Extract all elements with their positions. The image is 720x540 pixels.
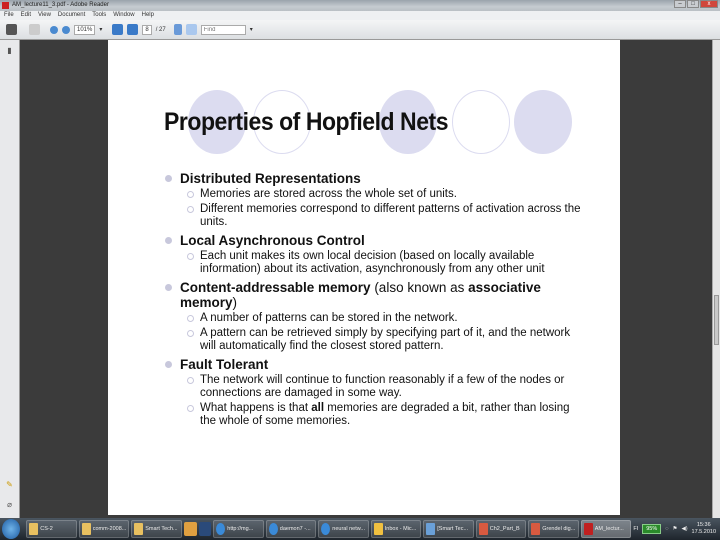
toolbar: [0, 20, 720, 40]
folder-icon: [134, 523, 143, 535]
scrollbar-thumb[interactable]: [714, 295, 719, 345]
taskbar-item[interactable]: [79, 520, 130, 538]
taskbar-item[interactable]: [213, 520, 264, 538]
sub-bullet: [165, 327, 585, 353]
taskbar-item[interactable]: [581, 520, 632, 538]
sub-bullet: [165, 312, 585, 325]
find-dropdown-icon[interactable]: ▾: [249, 27, 253, 33]
flag-icon[interactable]: ⚑: [672, 526, 678, 532]
bullet-heading: [165, 233, 585, 248]
menu-document[interactable]: Document: [57, 12, 86, 18]
bullet-icon: [165, 237, 172, 244]
maximize-button[interactable]: □: [687, 0, 699, 8]
time: 15:36: [696, 522, 711, 528]
heading-text: Local Asynchronous Control: [180, 233, 365, 248]
sub-bullet-icon: [187, 191, 194, 198]
menu-bar: [0, 11, 720, 20]
language-indicator[interactable]: FI: [633, 526, 639, 532]
minimize-button[interactable]: –: [674, 0, 686, 8]
powerpoint-icon: [531, 523, 540, 535]
heading-text: Distributed Representations: [180, 171, 361, 186]
print-icon[interactable]: [6, 24, 17, 35]
task-label: Smart Tech...: [145, 526, 178, 532]
sub-text: The network will continue to function reasonably if a few of the nodes or connections are damaged in some way.: [200, 374, 565, 399]
zoom-dropdown-icon[interactable]: ▾: [99, 27, 103, 33]
task-label: http://mg...: [227, 526, 254, 532]
fit-page-icon[interactable]: [174, 24, 182, 35]
app-icon: [426, 523, 435, 535]
powerpoint-icon: [479, 523, 488, 535]
task-label: CS-2: [40, 526, 53, 532]
bullet-heading: [165, 357, 585, 372]
folder-icon: [82, 523, 91, 535]
volume-icon[interactable]: ◀): [681, 526, 688, 532]
outlook-icon: [374, 523, 383, 535]
pdf-icon: [584, 523, 593, 535]
task-label: Grendel dig...: [542, 526, 576, 532]
folder-icon: [29, 523, 38, 535]
find-input[interactable]: [201, 25, 246, 35]
slide-content: [165, 169, 585, 428]
taskbar-item[interactable]: [131, 520, 182, 538]
heading-text: (also known as: [370, 280, 469, 295]
sub-bullet-icon: [187, 377, 194, 384]
decorative-circle: [514, 90, 572, 154]
clock[interactable]: [692, 522, 716, 536]
title-bar: [0, 0, 720, 11]
sub-text-bold: all: [311, 402, 325, 414]
previous-page-icon[interactable]: [112, 24, 123, 35]
attachments-icon[interactable]: ⌀: [7, 500, 12, 509]
date: 17.5.2010: [691, 529, 716, 535]
sub-bullet: [165, 203, 585, 229]
sub-text: Each unit makes its own local decision (based on locally available information) about its activation, asynchronously from any other unit: [200, 250, 545, 275]
menu-tools[interactable]: Tools: [92, 12, 107, 18]
battery-indicator[interactable]: 95%: [642, 524, 661, 534]
zoom-field[interactable]: 101%: [74, 25, 95, 35]
slide-title: Properties of Hopfield Nets: [164, 108, 449, 136]
task-label: Ch2_Part_B: [489, 526, 520, 532]
network-icon[interactable]: ◌: [665, 526, 669, 532]
sub-bullet: [165, 402, 585, 428]
window-title: AM_lecture11_3.pdf - Adobe Reader: [12, 2, 109, 8]
email-icon[interactable]: [29, 24, 40, 35]
taskbar-item[interactable]: [318, 520, 369, 538]
sub-text: A pattern can be retrieved simply by specifying part of it, and the network will automatically find the closest stored pattern.: [200, 327, 571, 352]
sub-bullet-icon: [187, 315, 194, 322]
heading-text: Content-addressable memory: [180, 280, 371, 295]
heading-text: ): [232, 295, 238, 310]
fit-width-icon[interactable]: [186, 24, 197, 35]
ie-icon: [269, 523, 278, 535]
menu-file[interactable]: File: [4, 12, 14, 18]
app-icon[interactable]: [199, 522, 212, 536]
vertical-scrollbar[interactable]: [712, 40, 720, 518]
taskbar-item[interactable]: [26, 520, 77, 538]
close-button[interactable]: x: [700, 0, 718, 8]
sub-bullet-icon: [187, 206, 194, 213]
media-player-icon[interactable]: [184, 522, 197, 536]
bullet-heading: [165, 280, 585, 310]
menu-help[interactable]: Help: [141, 12, 154, 18]
sub-bullet-icon: [187, 405, 194, 412]
heading-text: Fault Tolerant: [180, 357, 269, 372]
adobe-reader-icon: [2, 2, 9, 9]
sub-text: Different memories correspond to different patterns of activation across the units.: [200, 203, 581, 228]
page-number-field[interactable]: 8: [142, 25, 151, 35]
page-total: / 27: [155, 26, 166, 33]
decorative-circle: [452, 90, 510, 154]
navigation-panel: [0, 40, 20, 518]
heading-text: associative memory: [180, 280, 541, 310]
bullet-icon: [165, 361, 172, 368]
start-button[interactable]: [2, 519, 20, 539]
sub-text: What happens is that: [200, 402, 312, 414]
next-page-icon[interactable]: [127, 24, 138, 35]
menu-edit[interactable]: Edit: [20, 12, 32, 18]
sub-bullet: [165, 374, 585, 400]
bullet-icon: [165, 175, 172, 182]
taskbar: [0, 518, 720, 540]
task-label: AM_lectur...: [594, 526, 624, 532]
bullet-icon: [165, 284, 172, 291]
sub-bullet-icon: [187, 330, 194, 337]
sub-bullet: [165, 188, 585, 201]
sub-text: Memories are stored across the whole set of units.: [200, 188, 457, 200]
taskbar-item[interactable]: [423, 520, 474, 538]
menu-view[interactable]: View: [38, 12, 51, 18]
sub-text: memories are degraded a bit, rather than losing the whole of some memories.: [200, 402, 570, 427]
ie-icon: [216, 523, 225, 535]
system-tray: [633, 522, 720, 536]
sub-bullet-icon: [187, 253, 194, 260]
task-label: daemon7 -...: [279, 526, 311, 532]
sub-bullet: [165, 250, 585, 276]
task-label: [Smart Tec...: [437, 526, 469, 532]
task-label: neural netw...: [332, 526, 365, 532]
task-label: Inbox - Mic...: [384, 526, 417, 532]
task-label: comm-2008...: [92, 526, 127, 532]
taskbar-item[interactable]: [528, 520, 579, 538]
sub-text: A number of patterns can be stored in the network.: [200, 312, 458, 324]
zoom-out-icon[interactable]: [50, 26, 58, 34]
menu-window[interactable]: Window: [113, 12, 135, 18]
ie-icon: [321, 523, 330, 535]
zoom-in-icon[interactable]: [62, 26, 70, 34]
taskbar-item[interactable]: [266, 520, 317, 538]
bullet-heading: [165, 171, 585, 186]
taskbar-item[interactable]: [371, 520, 422, 538]
taskbar-item[interactable]: [476, 520, 527, 538]
comments-icon[interactable]: ✎: [6, 480, 13, 489]
pages-icon[interactable]: ▮: [7, 46, 12, 55]
